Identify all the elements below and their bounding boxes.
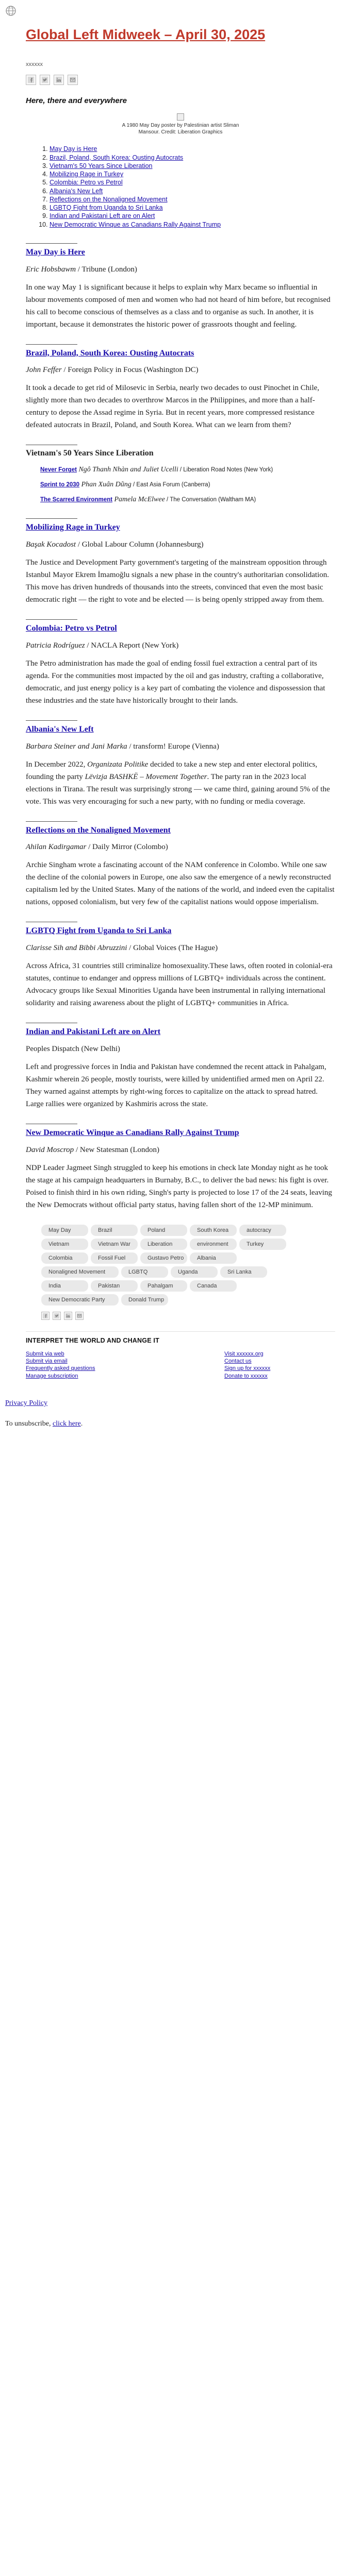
- tag-chip[interactable]: Uganda: [171, 1266, 218, 1278]
- tag-list: [41, 1225, 309, 1306]
- article-may-day: [26, 243, 335, 331]
- unsubscribe-link[interactable]: click here: [52, 1419, 81, 1428]
- article-author: Başak Kocadost: [26, 540, 76, 549]
- article-body: It took a decade to get rid of Milosevic in Serbia, nearly two decades to oust Pinochet in Chile, slightly more than two decades to overthrow Marcos in the Philippines, and more than a half-century to depose the Assad regime in Syria. But in recent years, more compressed resistance defeated autocrats in Brazil, Poland, and South Korea. What can we learn from them?: [26, 384, 320, 430]
- article-body: In one way May 1 is significant because it helps to explain why Marx became so influential in labour movements composed of men and women who had not heard of him before, but recognised his call to become conscious of themselves as a class and to organise as such. In another, it is important, because it demonstrates the historic power of grassroots thought and feeling.: [26, 283, 331, 329]
- unsubscribe-text: To unsubscribe,: [5, 1419, 53, 1428]
- facebook-icon[interactable]: [26, 75, 36, 85]
- footer-link[interactable]: Submit via email: [26, 1358, 68, 1365]
- article-byline: [26, 265, 335, 274]
- article-title-link[interactable]: Indian and Pakistani Left are on Alert: [26, 1027, 161, 1037]
- sub-article: [26, 480, 335, 490]
- article-canada: [26, 1124, 335, 1211]
- article-title: [26, 623, 335, 634]
- article-body: NDP Leader Jagmeet Singh struggled to keep his emotions in check late Monday night as he took the stage at his campaign headquarters in Burnaby, B.C., to deliver the bad news: his fight is over. Poised to finish third in his own riding, Singh's party is projected to lose 17 of the 24 seats, leaving the New Democrats without official party status, having fallen short of the 12-MP minimum.: [26, 1163, 332, 1209]
- hero-figure: [26, 113, 335, 135]
- article-author: Eric Hobsbawm: [26, 265, 76, 274]
- email-icon[interactable]: [75, 1312, 84, 1320]
- table-of-contents: [26, 145, 335, 229]
- article-byline: [26, 742, 335, 751]
- article-source: / Global Labour Column (Johannesburg): [76, 540, 204, 549]
- sub-article: [26, 465, 335, 475]
- article-body-emphasis: Lëvizja BASHKË – Movement Together: [85, 772, 207, 781]
- tagline: Here, there and everywhere: [26, 96, 127, 106]
- toc-item: [50, 170, 335, 178]
- article-title: [26, 247, 335, 258]
- article-title-link[interactable]: Brazil, Poland, South Korea: Ousting Autocrats: [26, 348, 194, 358]
- toc-item: [50, 221, 335, 229]
- section-divider: [26, 720, 77, 721]
- article-title: [26, 1027, 335, 1038]
- article-source: Peoples Dispatch (New Delhi): [26, 1044, 120, 1053]
- twitter-icon[interactable]: [40, 75, 50, 85]
- article-author: John Feffer: [26, 366, 62, 375]
- article-title: [26, 522, 335, 533]
- article-byline: [26, 1045, 335, 1054]
- article-body-text: In December 2022,: [26, 760, 88, 769]
- sub-article-link[interactable]: Sprint to 2030: [40, 482, 80, 488]
- toc-link[interactable]: Brazil, Poland, South Korea: Ousting Autocrats: [50, 154, 184, 161]
- footer-left-links: [26, 1350, 95, 1380]
- section-divider: [26, 821, 77, 822]
- toc-item: [50, 212, 335, 220]
- footer-link[interactable]: Frequently asked questions: [26, 1365, 95, 1372]
- tag-chip[interactable]: Brazil: [91, 1225, 138, 1236]
- article-source: / Tribune (London): [76, 265, 137, 274]
- toc-link[interactable]: Mobilizing Rage in Turkey: [50, 171, 124, 178]
- section-divider: [26, 243, 77, 244]
- facebook-icon[interactable]: [41, 1312, 50, 1320]
- tag-chip[interactable]: Liberation: [140, 1239, 187, 1250]
- newsletter-title-link[interactable]: Global Left Midweek – April 30, 2025: [26, 27, 266, 42]
- tag-chip[interactable]: Colombia: [41, 1252, 88, 1264]
- newsletter-title: [26, 26, 335, 43]
- article-author: Barbara Steiner and Jani Marka: [26, 742, 127, 751]
- article-body: The Justice and Development Party government's targeting of the mainstream opposition through Istanbul Mayor Ekrem İmamoğlu signals a new phase in the country's authoritarian consolidation. This move has driven hundreds of thousands into the streets, convinced that even the most basic democratic right — the right to vote and be elected — is being openly stripped away from them.: [26, 558, 329, 604]
- toc-link[interactable]: May Day is Here: [50, 145, 97, 153]
- article-albania: [26, 720, 335, 808]
- toc-item: [50, 187, 335, 195]
- sub-article-authors: Phan Xuân Dũng: [79, 481, 132, 489]
- article-body: Archie Singham wrote a fascinating account of the NAM conference in Colombo. While one saw the decline of the colonial powers in Europe, one also saw the emergence of a newly reconstructed capitalism led by the United States. Many of the nations of the world, and indeed even the capitalist nations, opposed colonialism, but very few of the capitalist nations would oppose imperialism.: [26, 861, 335, 907]
- article-title-link[interactable]: LGBTQ Fight from Uganda to Sri Lanka: [26, 926, 172, 936]
- tag-chip[interactable]: LGBTQ: [121, 1266, 168, 1278]
- tag-chip[interactable]: Fossil Fuel: [91, 1252, 138, 1264]
- article-title: [26, 348, 335, 359]
- article-source: / New Statesman (London): [74, 1145, 159, 1154]
- article-byline: [26, 641, 335, 650]
- article-india-pakistan: [26, 1023, 335, 1110]
- article-title: [26, 926, 335, 937]
- article-lgbtq: [26, 922, 335, 1009]
- section-divider: [26, 344, 77, 345]
- privacy-policy-link[interactable]: Privacy Policy: [5, 1399, 48, 1407]
- tag-chip[interactable]: May Day: [41, 1225, 88, 1236]
- article-title-link[interactable]: Mobilizing Rage in Turkey: [26, 523, 120, 532]
- article-byline: [26, 366, 335, 375]
- footer-share-icons: [41, 1312, 335, 1320]
- unsubscribe-end: .: [80, 1419, 83, 1428]
- hero-caption-line: Mansour. Credit: Liberation Graphics: [138, 129, 223, 135]
- toc-item: [50, 195, 335, 204]
- tag-chip[interactable]: South Korea: [190, 1225, 237, 1236]
- article-source: / Foreign Policy in Focus (Washington DC): [61, 366, 199, 375]
- article-byline: [26, 843, 335, 852]
- article-source: / Global Voices (The Hague): [127, 944, 218, 953]
- toc-item: [50, 204, 335, 212]
- sub-article-authors: Ngô Thanh Nhàn and Juliet Ucelli: [76, 466, 178, 474]
- toc-item: [50, 178, 335, 187]
- article-body: Across Africa, 31 countries still criminalize homosexuality.These laws, often rooted in colonial-era statutes, continue to endanger and oppress millions of LGBTQ+ individuals across the continent. Advocacy groups like Sexual Minorities Uganda have been instrumental in rallying international solidarity and raising awareness about the plight of LGBTQ+ communities in Africa.: [26, 962, 333, 1008]
- newsletter-footer: [26, 1331, 335, 1384]
- article-body: Left and progressive forces in India and Pakistan have condemned the recent attack in Pahalgam, Kashmir wherein 26 people, mostly tourists, were killed by unidentified armed men on April 22. They warned against attempts by right-wing forces to capitalize on the attack to spread hatred. Large rallies were organized by Kashmiris across the state.: [26, 1062, 326, 1108]
- content-container: [26, 26, 335, 1384]
- toc-link[interactable]: New Democratic Winque as Canadians Rally Against Trump: [50, 221, 221, 228]
- article-byline: [26, 944, 335, 953]
- toc-link[interactable]: Colombia: Petro vs Petrol: [50, 179, 123, 187]
- article-title-link[interactable]: Reflections on the Nonaligned Movement: [26, 825, 171, 835]
- article-title: [26, 825, 335, 836]
- hero-image-placeholder: [177, 113, 184, 121]
- article-body-text: . The party ran in the 2023 local elections in Tirana. The result was surprisingly strong — we came third, gaining around 5% of the vote. This was very encouraging for such a new party, with no funding or media coverage.: [26, 772, 330, 806]
- tag-chip[interactable]: Vietnam War: [91, 1239, 138, 1250]
- sub-article-source: / East Asia Forum (Canberra): [131, 482, 210, 488]
- article-source: / NACLA Report (New York): [85, 641, 179, 650]
- article-title: [26, 1128, 335, 1139]
- tag-chip[interactable]: environment: [190, 1239, 237, 1250]
- tag-chip[interactable]: New Democratic Party: [41, 1294, 119, 1306]
- tag-chip[interactable]: Albania: [190, 1252, 237, 1264]
- article-author: David Moscrop: [26, 1145, 74, 1154]
- article-nonaligned: [26, 821, 335, 909]
- article-source: / Daily Mirror (Colombo): [86, 843, 168, 852]
- globe-logo-icon[interactable]: [5, 5, 17, 16]
- toc-link[interactable]: Indian and Pakistani Left are on Alert: [50, 212, 155, 220]
- toc-item: [50, 145, 335, 153]
- article-title-link[interactable]: Albania's New Left: [26, 724, 94, 734]
- sub-article-authors: Pamela McElwee: [112, 496, 165, 504]
- footer-link[interactable]: Manage subscription: [26, 1372, 78, 1379]
- section-title: Vietnam's 50 Years Since Liberation: [26, 449, 154, 458]
- sub-article-link[interactable]: The Scarred Environment: [40, 497, 112, 503]
- section-vietnam: [26, 445, 335, 505]
- privacy-line: [5, 1399, 361, 1408]
- sub-article-source: / The Conversation (Waltham MA): [165, 497, 256, 503]
- footer-link[interactable]: Visit xxxxxx.org: [224, 1350, 264, 1357]
- article-author: Clarisse Sih and Bibbi Abruzzini: [26, 944, 127, 953]
- unsubscribe-line: [5, 1420, 361, 1428]
- section-divider: [26, 619, 77, 620]
- article-source: / transform! Europe (Vienna): [127, 742, 219, 751]
- toc-link[interactable]: Vietnam's 50 Years Since Liberation: [50, 162, 153, 170]
- tag-chip[interactable]: Sri Lanka: [220, 1266, 267, 1278]
- article-title-link[interactable]: Colombia: Petro vs Petrol: [26, 623, 117, 633]
- footer-right-links: [224, 1350, 335, 1380]
- article-title: [26, 724, 335, 735]
- linkedin-icon[interactable]: [54, 75, 64, 85]
- article-body-text: decided to take a new step and enter electoral politics, founding the party: [26, 760, 318, 781]
- sub-article-link[interactable]: Never Forget: [40, 467, 77, 473]
- toc-item: [50, 154, 335, 162]
- twitter-icon[interactable]: [53, 1312, 61, 1320]
- tag-chip[interactable]: Pahalgam: [140, 1280, 187, 1292]
- tag-chip[interactable]: Turkey: [239, 1239, 286, 1250]
- toc-link[interactable]: Albania's New Left: [50, 187, 103, 195]
- footer-link[interactable]: Contact us: [224, 1358, 252, 1365]
- article-body-emphasis: Organizata Politike: [87, 760, 149, 769]
- footer-headline: INTERPRET THE WORLD AND CHANGE IT: [26, 1336, 159, 1344]
- article-colombia: [26, 619, 335, 707]
- article-author: Patricia Rodríguez: [26, 641, 85, 650]
- sub-article-source: / Liberation Road Notes (New York): [178, 467, 273, 473]
- toc-link[interactable]: LGBTQ Fight from Uganda to Sri Lanka: [50, 204, 163, 212]
- bottom-legal: [0, 1384, 361, 1444]
- tag-chip[interactable]: Nonaligned Movement: [41, 1266, 119, 1278]
- article-body: The Petro administration has made the goal of ending fossil fuel extraction a central part of its agenda. For the communities most impacted by the oil and gas industry, crafting a collaborative, democratic, and just energy policy is a key part of combating the violence and dispossession that these industries and the state have historically brought to their lands.: [26, 659, 325, 705]
- tag-chip[interactable]: Canada: [190, 1280, 237, 1292]
- article-body: [26, 758, 335, 808]
- toc-link[interactable]: Reflections on the Nonaligned Movement: [50, 195, 168, 203]
- section-divider: [26, 518, 77, 519]
- tag-chip[interactable]: Donald Trump: [121, 1294, 168, 1306]
- sponsor-text: xxxxxx: [26, 61, 43, 68]
- footer-link[interactable]: Donate to xxxxxx: [224, 1372, 268, 1379]
- article-byline: [26, 1146, 335, 1155]
- hero-caption-line: A 1980 May Day poster by Palestinian artist Sliman: [122, 123, 239, 129]
- linkedin-icon[interactable]: [64, 1312, 72, 1320]
- footer-link[interactable]: Sign up for xxxxxx: [224, 1365, 271, 1372]
- footer-columns: [26, 1350, 335, 1380]
- article-author: Ahilan Kadirgamar: [26, 843, 87, 852]
- tag-chip[interactable]: India: [41, 1280, 88, 1292]
- article-turkey: [26, 518, 335, 606]
- toc-item: [50, 162, 335, 170]
- tag-chip[interactable]: autocracy: [239, 1225, 286, 1236]
- tag-chip[interactable]: Pakistan: [91, 1280, 138, 1292]
- tag-chip[interactable]: Gustavo Petro: [140, 1252, 187, 1264]
- footer-link[interactable]: Submit via web: [26, 1350, 64, 1357]
- article-ousting-autocrats: [26, 344, 335, 432]
- sub-article: [26, 495, 335, 505]
- article-title-link[interactable]: New Democratic Winque as Canadians Rally Against Trump: [26, 1128, 239, 1137]
- tag-chip[interactable]: Poland: [140, 1225, 187, 1236]
- article-title-link[interactable]: May Day is Here: [26, 247, 85, 257]
- hero-caption: [26, 123, 335, 135]
- article-byline: [26, 540, 335, 549]
- share-icons-row: [26, 75, 335, 85]
- email-icon[interactable]: [68, 75, 78, 85]
- tag-chip[interactable]: Vietnam: [41, 1239, 88, 1250]
